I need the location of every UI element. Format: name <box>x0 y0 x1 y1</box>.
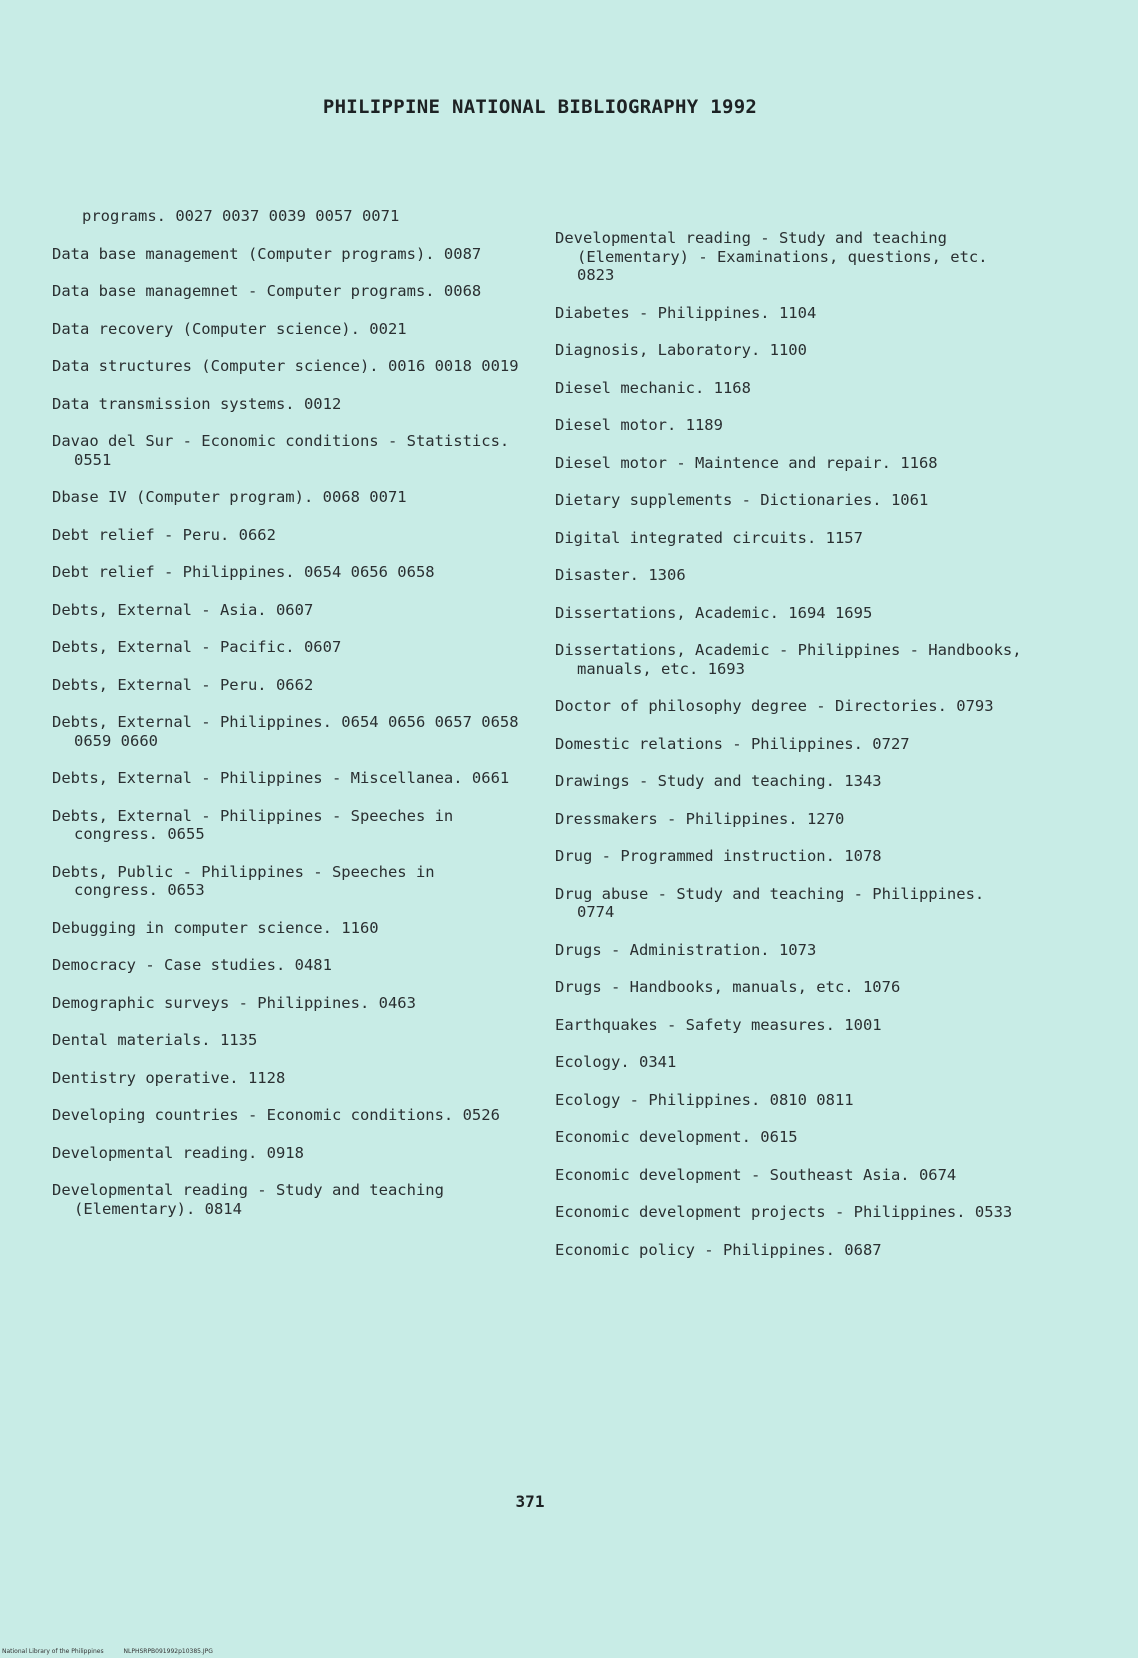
index-entry: Dental materials. 1135 <box>52 1031 258 1049</box>
index-entry: Data recovery (Computer science). 0021 <box>52 319 407 338</box>
index-entry: Data transmission systems. 0012 <box>52 394 342 413</box>
index-entry: Economic development projects - Philippines. 0533 <box>555 1203 1013 1221</box>
index-entry: Debt relief - Peru. 0662 <box>52 525 276 544</box>
index-entry: Diesel mechanic. 1168 <box>555 378 751 397</box>
index-entry: Economic policy - Philippines. 0687 <box>555 1240 882 1259</box>
index-entry: Debts, External - Philippines. 0654 0656 0657 0658 0659 0660 <box>52 713 519 750</box>
index-entry: Dentistry operative. 1128 <box>52 1068 286 1087</box>
index-entry: Dissertations, Academic - Philippines - Handbooks, manuals, etc. 1693 <box>555 641 1022 678</box>
index-entry: Doctor of philosophy degree - Directories. 0793 <box>555 697 994 715</box>
index-entry: Debugging in computer science. 1160 <box>52 918 379 937</box>
index-entry: Debts, Public - Philippines - Speeches in congress. 0653 <box>52 862 435 899</box>
index-entry: Debt relief - Philippines. 0654 0656 0658 <box>52 563 435 581</box>
index-entry: Dietary supplements - Dictionaries. 1061 <box>555 491 929 509</box>
page-number: 371 <box>515 1492 545 1511</box>
index-entry: Diesel motor. 1189 <box>555 416 723 434</box>
index-entry: Data structures (Computer science). 0016 0018 0019 <box>52 357 519 375</box>
index-entry: Democracy - Case studies. 0481 <box>52 956 332 974</box>
index-entry: Debts, External - Pacific. 0607 <box>52 638 342 656</box>
index-entry: Dissertations, Academic. 1694 1695 <box>555 603 873 622</box>
index-entry: Disaster. 1306 <box>555 566 686 584</box>
footer-credit <box>2 1648 231 1655</box>
index-entry: Dressmakers - Philippines. 1270 <box>555 809 845 828</box>
index-entry: Developmental reading - Study and teaching (Elementary) - Examinations, questions, etc. 0823 <box>555 229 988 284</box>
index-entry: Davao del Sur - Economic conditions - Statistics. 0551 <box>52 432 510 469</box>
index-entry: Demographic surveys - Philippines. 0463 <box>52 993 416 1012</box>
index-entry: Digital integrated circuits. 1157 <box>555 528 863 547</box>
library-credit: National Library of the Philippines <box>2 1648 104 1655</box>
index-entry: Debts, External - Philippines - Speeches in congress. 0655 <box>52 806 454 843</box>
index-entry: Drug abuse - Study and teaching - Philippines. 0774 <box>555 884 985 921</box>
index-entry: Diagnosis, Laboratory. 1100 <box>555 341 807 359</box>
index-entry: Economic development. 0615 <box>555 1128 798 1146</box>
index-entry: Drugs - Administration. 1073 <box>555 940 817 959</box>
index-entry: Debts, External - Asia. 0607 <box>52 600 314 619</box>
page-title: PHILIPPINE NATIONAL BIBLIOGRAPHY 1992 <box>322 96 758 118</box>
index-entry: Developing countries - Economic conditions. 0526 <box>52 1106 500 1124</box>
index-entry: Data base managemnet - Computer programs. 0068 <box>52 282 482 300</box>
index-entry: Diesel motor - Maintence and repair. 1168 <box>555 453 938 472</box>
file-name: NLPHSRPB091992p10385.JPG <box>123 1648 213 1655</box>
index-entry: Developmental reading. 0918 <box>52 1143 304 1162</box>
left-index-column <box>52 207 522 1237</box>
index-entry: Ecology. 0341 <box>555 1053 677 1071</box>
index-entry: Developmental reading - Study and teaching (Elementary). 0814 <box>52 1181 444 1218</box>
index-entry: Debts, External - Peru. 0662 <box>52 675 314 694</box>
index-entry: Data base management (Computer programs). 0087 <box>52 244 482 263</box>
index-entry: Dbase IV (Computer program). 0068 0071 <box>52 488 407 506</box>
index-entry: Domestic relations - Philippines. 0727 <box>555 734 910 753</box>
index-entry: Earthquakes - Safety measures. 1001 <box>555 1015 882 1034</box>
index-entry: Drawings - Study and teaching. 1343 <box>555 772 882 790</box>
right-index-column <box>555 229 1025 1278</box>
index-entry: Drugs - Handbooks, manuals, etc. 1076 <box>555 978 901 996</box>
index-entry: programs. 0027 0037 0039 0057 0071 <box>82 207 400 225</box>
index-entry: Drug - Programmed instruction. 1078 <box>555 847 882 865</box>
index-entry: Diabetes - Philippines. 1104 <box>555 303 817 322</box>
index-entry: Debts, External - Philippines - Miscellanea. 0661 <box>52 769 510 787</box>
index-entry: Ecology - Philippines. 0810 0811 <box>555 1090 854 1109</box>
index-entry: Economic development - Southeast Asia. 0674 <box>555 1165 957 1184</box>
